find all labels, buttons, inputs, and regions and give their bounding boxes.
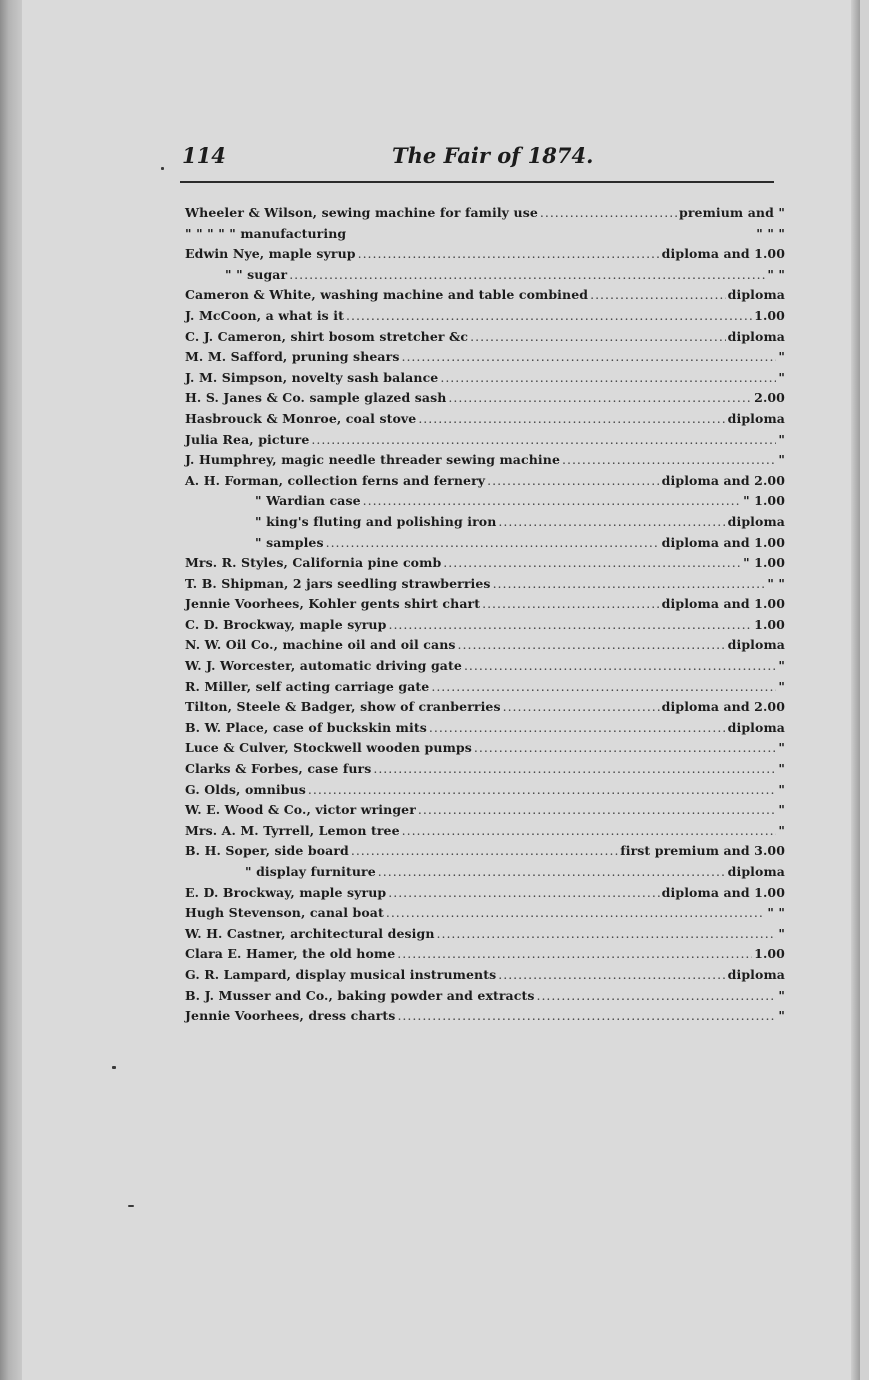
list-item (185, 224, 785, 245)
dot-leader (358, 244, 660, 265)
list-item (185, 841, 785, 862)
list-item (185, 924, 785, 945)
award-value: diploma (727, 513, 785, 529)
award-value: " (778, 1008, 785, 1024)
award-value: premium and " (678, 205, 785, 220)
list-item (185, 738, 785, 759)
exhibitor-entry: J. Humphrey, magic needle threader sewing machine (185, 452, 560, 468)
award-value: " (778, 658, 785, 674)
list-item (185, 944, 785, 965)
exhibitor-entry: Luce & Culver, Stockwell wooden pumps (185, 740, 472, 756)
list-item (185, 553, 785, 574)
award-value: 2.00 (754, 390, 785, 406)
list-item (185, 986, 785, 1007)
exhibitor-entry: " " " " " manufacturing (185, 225, 347, 241)
dot-leader (418, 800, 776, 821)
award-value: diploma (727, 637, 785, 653)
list-item (185, 883, 785, 904)
dot-leader (373, 759, 776, 780)
exhibitor-entry: W. H. Castner, architectural design (185, 925, 435, 941)
dot-leader (448, 388, 752, 409)
award-value: " (778, 781, 785, 797)
exhibitor-entry: " king's fluting and polishing iron (255, 513, 497, 529)
exhibitor-entry: G. Olds, omnibus (185, 781, 306, 797)
exhibitor-entry: E. D. Brockway, maple syrup (185, 884, 387, 900)
award-value: " (778, 802, 785, 818)
award-value: 1.00 (754, 616, 785, 632)
dot-leader (386, 903, 765, 924)
list-item (185, 368, 785, 389)
exhibitor-entry: Jennie Voorhees, Kohler gents shirt chart (185, 596, 481, 612)
page-header (160, 143, 780, 179)
award-value: " (778, 678, 785, 694)
dot-leader (401, 347, 776, 368)
award-value: diploma and 1.00 (661, 246, 785, 262)
list-item (185, 306, 785, 327)
dot-leader (397, 1006, 776, 1027)
dot-leader (470, 327, 726, 348)
dot-leader (437, 924, 777, 945)
exhibitor-entry: Clara E. Hamer, the old home (185, 946, 396, 962)
award-value: " (778, 369, 785, 385)
exhibitor-entry: C. J. Cameron, shirt bosom stretcher &c (185, 328, 469, 344)
list-item (185, 327, 785, 348)
exhibitor-entry: Edwin Nye, maple syrup (185, 246, 356, 262)
exhibitor-entry: W. E. Wood & Co., victor wringer (185, 802, 416, 818)
dot-leader (493, 574, 766, 595)
list-item (185, 615, 785, 636)
dot-leader (326, 533, 660, 554)
list-item (185, 533, 785, 554)
exhibitor-entry: A. H. Forman, collection ferns and fernery (185, 472, 486, 488)
dot-leader (458, 635, 726, 656)
page-number: 114 (182, 143, 226, 168)
dot-leader (429, 718, 726, 739)
award-value: 1.00 (754, 307, 785, 323)
dot-leader (482, 594, 660, 615)
list-item (185, 285, 785, 306)
award-value: diploma and 1.00 (661, 884, 785, 900)
list-item (185, 965, 785, 986)
list-item (185, 635, 785, 656)
exhibitor-entry: Wheeler & Wilson, sewing machine for family use (185, 205, 538, 220)
exhibitor-entry: Jennie Voorhees, dress charts (185, 1008, 396, 1024)
list-item (185, 450, 785, 471)
exhibitor-entry: J. M. Simpson, novelty sash balance (185, 369, 439, 385)
award-value: diploma (727, 410, 785, 426)
dot-leader (487, 471, 660, 492)
dot-leader (351, 841, 618, 862)
dot-leader (498, 965, 725, 986)
exhibitor-entry: Mrs. A. M. Tyrrell, Lemon tree (185, 822, 400, 838)
exhibitor-entry: H. S. Janes & Co. sample glazed sash (185, 390, 447, 406)
list-item (185, 409, 785, 430)
award-value: diploma (727, 287, 785, 303)
award-value: diploma and 1.00 (661, 534, 785, 550)
exhibitor-entry: R. Miller, self acting carriage gate (185, 678, 430, 694)
page-right-edge (851, 0, 860, 1380)
exhibitor-entry: W. J. Worcester, automatic driving gate (185, 658, 462, 674)
exhibitor-entry: Tilton, Steele & Badger, show of cranberries (185, 699, 501, 715)
award-value: " (778, 431, 785, 447)
dot-leader (289, 265, 765, 286)
list-item (185, 821, 785, 842)
dot-leader (443, 553, 741, 574)
award-value: " (778, 452, 785, 468)
award-value: " " (767, 266, 785, 282)
list-item (185, 430, 785, 451)
list-item (185, 697, 785, 718)
award-value: 1.00 (754, 946, 785, 962)
ink-speck (128, 1205, 134, 1207)
exhibitor-entry: Clarks & Forbes, case furs (185, 761, 372, 777)
exhibitor-entry: " " sugar (225, 266, 288, 282)
dot-leader (311, 430, 776, 451)
list-item (185, 800, 785, 821)
list-item (185, 347, 785, 368)
list-item (185, 780, 785, 801)
award-value: " 1.00 (743, 493, 785, 509)
award-value: " (778, 987, 785, 1003)
list-item (185, 491, 785, 512)
exhibitor-entry: " display furniture (245, 864, 376, 879)
award-list (185, 203, 785, 1027)
dot-leader (418, 409, 725, 430)
list-item (185, 594, 785, 615)
list-item (185, 759, 785, 780)
exhibitor-entry: T. B. Shipman, 2 jars seedling strawberries (185, 575, 491, 591)
dot-leader (431, 677, 776, 698)
award-value: diploma and 1.00 (661, 596, 785, 612)
list-item (185, 656, 785, 677)
award-value: " (778, 740, 785, 756)
dot-leader (388, 615, 752, 636)
list-item (185, 265, 785, 286)
exhibitor-entry: C. D. Brockway, maple syrup (185, 616, 387, 632)
list-item (185, 862, 785, 883)
dot-leader (464, 656, 776, 677)
list-item (185, 1006, 785, 1027)
list-item (185, 388, 785, 409)
ink-speck (161, 167, 164, 170)
exhibitor-entry: " Wardian case (255, 493, 361, 509)
dot-leader (402, 821, 777, 842)
dot-leader (440, 368, 776, 389)
exhibitor-entry: B. W. Place, case of buckskin mits (185, 719, 427, 735)
dot-leader (346, 306, 752, 327)
list-item (185, 677, 785, 698)
dot-leader (540, 203, 677, 224)
exhibitor-entry: Julia Rea, picture (185, 431, 310, 447)
dot-leader (397, 944, 752, 965)
dot-leader (308, 780, 776, 801)
award-value: " " " (756, 225, 785, 241)
award-value: diploma (727, 864, 785, 879)
award-value: " (778, 349, 785, 365)
dot-leader (536, 986, 776, 1007)
award-value: diploma (727, 719, 785, 735)
exhibitor-entry: M. M. Safford, pruning shears (185, 349, 400, 365)
ink-speck (112, 1066, 116, 1069)
dot-leader (498, 512, 725, 533)
exhibitor-entry: " samples (255, 534, 324, 550)
exhibitor-entry: Mrs. R. Styles, California pine comb (185, 555, 442, 571)
exhibitor-entry: B. H. Soper, side board (185, 843, 349, 859)
dot-leader (562, 450, 776, 471)
list-item (185, 244, 785, 265)
award-value: " 1.00 (743, 555, 785, 571)
running-title: The Fair of 1874. (392, 143, 594, 168)
exhibitor-entry: G. R. Lampard, display musical instruments (185, 966, 497, 982)
award-value: first premium and 3.00 (620, 843, 785, 859)
dot-leader (503, 697, 660, 718)
dot-leader (363, 491, 741, 512)
list-item (185, 512, 785, 533)
exhibitor-entry: Hugh Stevenson, canal boat (185, 905, 384, 921)
award-value: diploma and 2.00 (661, 472, 785, 488)
exhibitor-entry: Hasbrouck & Monroe, coal stove (185, 410, 417, 426)
book-binding-edge (0, 0, 22, 1380)
award-value: diploma (727, 966, 785, 982)
exhibitor-entry: B. J. Musser and Co., baking powder and extracts (185, 987, 535, 1003)
list-item (185, 471, 785, 492)
award-value: " (778, 761, 785, 777)
award-value: " (778, 822, 785, 838)
award-value: diploma and 2.00 (661, 699, 785, 715)
award-value: " " (767, 905, 785, 921)
award-value: diploma (727, 328, 785, 344)
dot-leader (378, 862, 726, 883)
exhibitor-entry: N. W. Oil Co., machine oil and oil cans (185, 637, 456, 653)
list-item (185, 574, 785, 595)
award-value: " " (767, 575, 785, 591)
list-item (185, 203, 785, 224)
header-rule (180, 181, 774, 183)
dot-leader (388, 883, 659, 904)
award-value: " (778, 925, 785, 941)
dot-leader (474, 738, 776, 759)
exhibitor-entry: Cameron & White, washing machine and table combined (185, 287, 589, 303)
exhibitor-entry: J. McCoon, a what is it (185, 307, 344, 323)
list-item (185, 903, 785, 924)
list-item (185, 718, 785, 739)
dot-leader (590, 285, 726, 306)
